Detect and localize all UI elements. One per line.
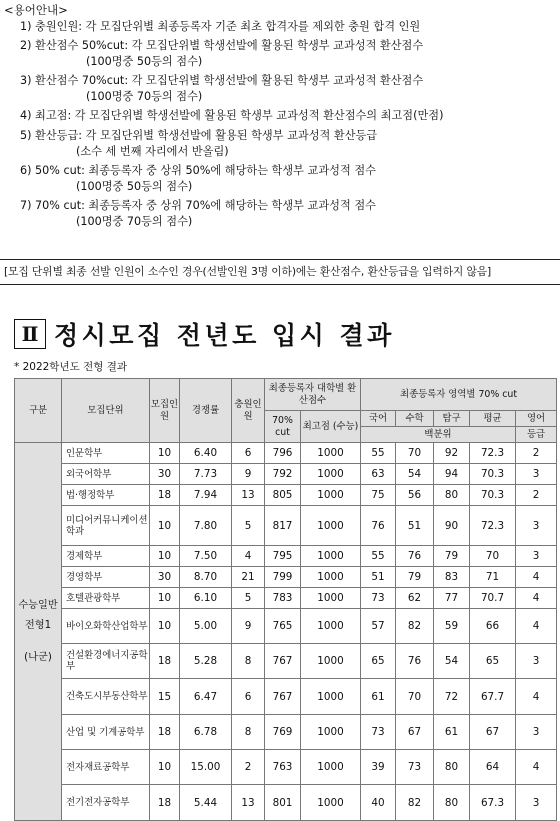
inquiry-cell: 54 [434, 644, 470, 679]
unit-name: 건축도시부동산학부 [62, 679, 150, 715]
max-cell: 1000 [301, 546, 361, 567]
math-cell: 82 [396, 609, 434, 644]
table-row [15, 679, 557, 715]
competition-cell: 7.73 [180, 464, 232, 485]
quota-cell: 10 [150, 506, 180, 546]
inquiry-cell: 94 [434, 464, 470, 485]
korean-cell: 61 [361, 679, 396, 715]
glossary-item-2: 2) 환산점수 50%cut: 각 모집단위별 학생선발에 활용된 학생부 교과성적 환산점수 [20, 39, 424, 53]
additional-cell: 2 [232, 750, 265, 785]
glossary [4, 2, 556, 230]
korean-cell: 51 [361, 567, 396, 588]
note-top-rule [0, 259, 560, 260]
unit-name: 법·행정학부 [62, 485, 150, 506]
cut70-cell: 783 [265, 588, 301, 609]
average-cell: 72.3 [470, 506, 516, 546]
additional-cell: 8 [232, 644, 265, 679]
competition-cell: 6.40 [180, 443, 232, 464]
table-row [15, 785, 557, 821]
admission-results-table [14, 378, 557, 821]
additional-cell: 13 [232, 485, 265, 506]
max-cell: 1000 [301, 464, 361, 485]
table-row [15, 506, 557, 546]
math-cell: 76 [396, 546, 434, 567]
section-numeral: Ⅱ [14, 319, 46, 349]
cut70-cell: 801 [265, 785, 301, 821]
english-cell: 4 [516, 679, 557, 715]
unit-name: 건설환경에너지공학부 [62, 644, 150, 679]
cut70-cell: 763 [265, 750, 301, 785]
header-area-group: 최종등록자 영역별 70% cut [361, 379, 557, 411]
header-category: 구분 [15, 379, 62, 443]
inquiry-cell: 79 [434, 546, 470, 567]
additional-cell: 6 [232, 443, 265, 464]
average-cell: 67.3 [470, 785, 516, 821]
math-cell: 62 [396, 588, 434, 609]
inquiry-cell: 80 [434, 750, 470, 785]
inquiry-cell: 61 [434, 715, 470, 750]
average-cell: 70.3 [470, 464, 516, 485]
table-row [15, 715, 557, 750]
additional-cell: 13 [232, 785, 265, 821]
math-cell: 51 [396, 506, 434, 546]
additional-cell: 21 [232, 567, 265, 588]
header-unit: 모집단위 [62, 379, 150, 443]
competition-cell: 6.47 [180, 679, 232, 715]
header-korean: 국어 [361, 411, 396, 427]
glossary-item-6-note: (100명중 50등의 점수) [76, 179, 193, 193]
quota-cell: 18 [150, 715, 180, 750]
header-english: 영어 [516, 411, 557, 427]
header-average: 평균 [470, 411, 516, 427]
max-cell: 1000 [301, 443, 361, 464]
table-row [15, 443, 557, 464]
glossary-item-5-note: (소수 세 번째 자리에서 반올림) [76, 144, 229, 158]
english-cell: 3 [516, 715, 557, 750]
unit-name: 바이오화학산업학부 [62, 609, 150, 644]
glossary-item-5: 5) 환산등급: 각 모집단위별 학생선발에 활용된 학생부 교과성적 환산등급 [20, 128, 378, 142]
english-cell: 3 [516, 546, 557, 567]
average-cell: 66 [470, 609, 516, 644]
section-subtitle: * 2022학년도 전형 결과 [14, 361, 127, 373]
average-cell: 71 [470, 567, 516, 588]
cut70-cell: 767 [265, 679, 301, 715]
korean-cell: 39 [361, 750, 396, 785]
table-row [15, 464, 557, 485]
header-grade: 등급 [516, 427, 557, 443]
math-cell: 67 [396, 715, 434, 750]
section-heading [14, 316, 395, 352]
math-cell: 82 [396, 785, 434, 821]
math-cell: 73 [396, 750, 434, 785]
table-row [15, 588, 557, 609]
header-inquiry: 탐구 [434, 411, 470, 427]
inquiry-cell: 77 [434, 588, 470, 609]
quota-cell: 10 [150, 443, 180, 464]
math-cell: 54 [396, 464, 434, 485]
glossary-item-2-note: (100명중 50등의 점수) [86, 55, 203, 69]
quota-cell: 18 [150, 644, 180, 679]
quota-cell: 30 [150, 464, 180, 485]
header-converted-group: 최종등록자 대학별 환산점수 [265, 379, 361, 411]
table-row [15, 750, 557, 785]
cut70-cell: 769 [265, 715, 301, 750]
quota-cell: 10 [150, 609, 180, 644]
glossary-item-4: 4) 최고점: 각 모집단위별 학생선발에 활용된 학생부 교과성적 환산점수의 최고점(만점) [20, 109, 444, 123]
competition-cell: 7.94 [180, 485, 232, 506]
competition-cell: 5.44 [180, 785, 232, 821]
table-row [15, 567, 557, 588]
average-cell: 72.3 [470, 443, 516, 464]
english-cell: 3 [516, 785, 557, 821]
english-cell: 3 [516, 464, 557, 485]
quota-cell: 10 [150, 588, 180, 609]
cut70-cell: 765 [265, 609, 301, 644]
inquiry-cell: 59 [434, 609, 470, 644]
average-cell: 67 [470, 715, 516, 750]
average-cell: 67.7 [470, 679, 516, 715]
average-cell: 70.3 [470, 485, 516, 506]
header-percentile: 백분위 [361, 427, 516, 443]
additional-cell: 9 [232, 609, 265, 644]
glossary-item-7: 7) 70% cut: 최종등록자 중 상위 70%에 해당하는 학생부 교과성적 점수 [20, 198, 376, 212]
max-cell: 1000 [301, 785, 361, 821]
unit-name: 미디어커뮤니케이션학과 [62, 506, 150, 546]
quota-cell: 15 [150, 679, 180, 715]
additional-cell: 9 [232, 464, 265, 485]
math-cell: 56 [396, 485, 434, 506]
glossary-item-3-note: (100명중 70등의 점수) [86, 90, 203, 104]
math-cell: 79 [396, 567, 434, 588]
max-cell: 1000 [301, 506, 361, 546]
unit-name: 산업 및 기계공학부 [62, 715, 150, 750]
inquiry-cell: 72 [434, 679, 470, 715]
unit-name: 경제학부 [62, 546, 150, 567]
english-cell: 3 [516, 644, 557, 679]
quota-cell: 30 [150, 567, 180, 588]
unit-name: 전자재료공학부 [62, 750, 150, 785]
korean-cell: 55 [361, 546, 396, 567]
average-cell: 64 [470, 750, 516, 785]
cut70-cell: 817 [265, 506, 301, 546]
note-bottom-rule [0, 284, 560, 285]
quota-cell: 18 [150, 785, 180, 821]
max-cell: 1000 [301, 750, 361, 785]
header-competition: 경쟁률 [180, 379, 232, 443]
competition-cell: 7.80 [180, 506, 232, 546]
average-cell: 70.7 [470, 588, 516, 609]
english-cell: 2 [516, 443, 557, 464]
unit-name: 전기전자공학부 [62, 785, 150, 821]
glossary-item-7-note: (100명중 70등의 점수) [76, 214, 193, 228]
selection-note: [모집 단위별 최종 선발 인원이 소수인 경우(선발인원 3명 이하)에는 환산점수, 환산등급을 입력하지 않음] [4, 265, 492, 278]
additional-cell: 4 [232, 546, 265, 567]
math-cell: 70 [396, 679, 434, 715]
quota-cell: 10 [150, 546, 180, 567]
english-cell: 2 [516, 485, 557, 506]
english-cell: 4 [516, 567, 557, 588]
english-cell: 4 [516, 609, 557, 644]
unit-name: 인문학부 [62, 443, 150, 464]
max-cell: 1000 [301, 679, 361, 715]
inquiry-cell: 83 [434, 567, 470, 588]
cut70-cell: 799 [265, 567, 301, 588]
cut70-cell: 796 [265, 443, 301, 464]
math-cell: 76 [396, 644, 434, 679]
korean-cell: 73 [361, 715, 396, 750]
header-max: 최고점 (수능) [301, 411, 361, 443]
korean-cell: 57 [361, 609, 396, 644]
cut70-cell: 805 [265, 485, 301, 506]
average-cell: 65 [470, 644, 516, 679]
header-quota: 모집인원 [150, 379, 180, 443]
korean-cell: 76 [361, 506, 396, 546]
korean-cell: 55 [361, 443, 396, 464]
unit-name: 외국어학부 [62, 464, 150, 485]
max-cell: 1000 [301, 715, 361, 750]
table-row [15, 546, 557, 567]
korean-cell: 75 [361, 485, 396, 506]
header-additional: 충원인원 [232, 379, 265, 443]
quota-cell: 10 [150, 750, 180, 785]
table-row [15, 644, 557, 679]
header-math: 수학 [396, 411, 434, 427]
additional-cell: 6 [232, 679, 265, 715]
table-row [15, 485, 557, 506]
table-row [15, 609, 557, 644]
competition-cell: 5.28 [180, 644, 232, 679]
cut70-cell: 767 [265, 644, 301, 679]
unit-name: 호텔관광학부 [62, 588, 150, 609]
unit-name: 경영학부 [62, 567, 150, 588]
max-cell: 1000 [301, 485, 361, 506]
cut70-cell: 792 [265, 464, 301, 485]
max-cell: 1000 [301, 588, 361, 609]
english-cell: 4 [516, 588, 557, 609]
korean-cell: 40 [361, 785, 396, 821]
korean-cell: 73 [361, 588, 396, 609]
glossary-item-3: 3) 환산점수 70%cut: 각 모집단위별 학생선발에 활용된 학생부 교과성적 환산점수 [20, 74, 424, 88]
math-cell: 70 [396, 443, 434, 464]
english-cell: 4 [516, 750, 557, 785]
inquiry-cell: 90 [434, 506, 470, 546]
average-cell: 70 [470, 546, 516, 567]
glossary-item-6: 6) 50% cut: 최종등록자 중 상위 50%에 해당하는 학생부 교과성적 점수 [20, 163, 376, 177]
competition-cell: 6.10 [180, 588, 232, 609]
inquiry-cell: 92 [434, 443, 470, 464]
max-cell: 1000 [301, 609, 361, 644]
max-cell: 1000 [301, 567, 361, 588]
additional-cell: 5 [232, 588, 265, 609]
group-label: 수능일반 전형1 (나군) [15, 443, 62, 821]
max-cell: 1000 [301, 644, 361, 679]
quota-cell: 18 [150, 485, 180, 506]
competition-cell: 7.50 [180, 546, 232, 567]
additional-cell: 8 [232, 715, 265, 750]
korean-cell: 65 [361, 644, 396, 679]
additional-cell: 5 [232, 506, 265, 546]
glossary-title: <용어안내> [4, 3, 68, 17]
section-title: 정시모집 전년도 입시 결과 [54, 321, 395, 350]
inquiry-cell: 80 [434, 785, 470, 821]
header-cut70: 70% cut [265, 411, 301, 443]
competition-cell: 15.00 [180, 750, 232, 785]
inquiry-cell: 80 [434, 485, 470, 506]
english-cell: 3 [516, 506, 557, 546]
cut70-cell: 795 [265, 546, 301, 567]
glossary-item-1: 1) 충원인원: 각 모집단위별 최종등록자 기준 최초 합격자를 제외한 충원 합격 인원 [20, 20, 421, 33]
korean-cell: 63 [361, 464, 396, 485]
competition-cell: 5.00 [180, 609, 232, 644]
competition-cell: 8.70 [180, 567, 232, 588]
competition-cell: 6.78 [180, 715, 232, 750]
